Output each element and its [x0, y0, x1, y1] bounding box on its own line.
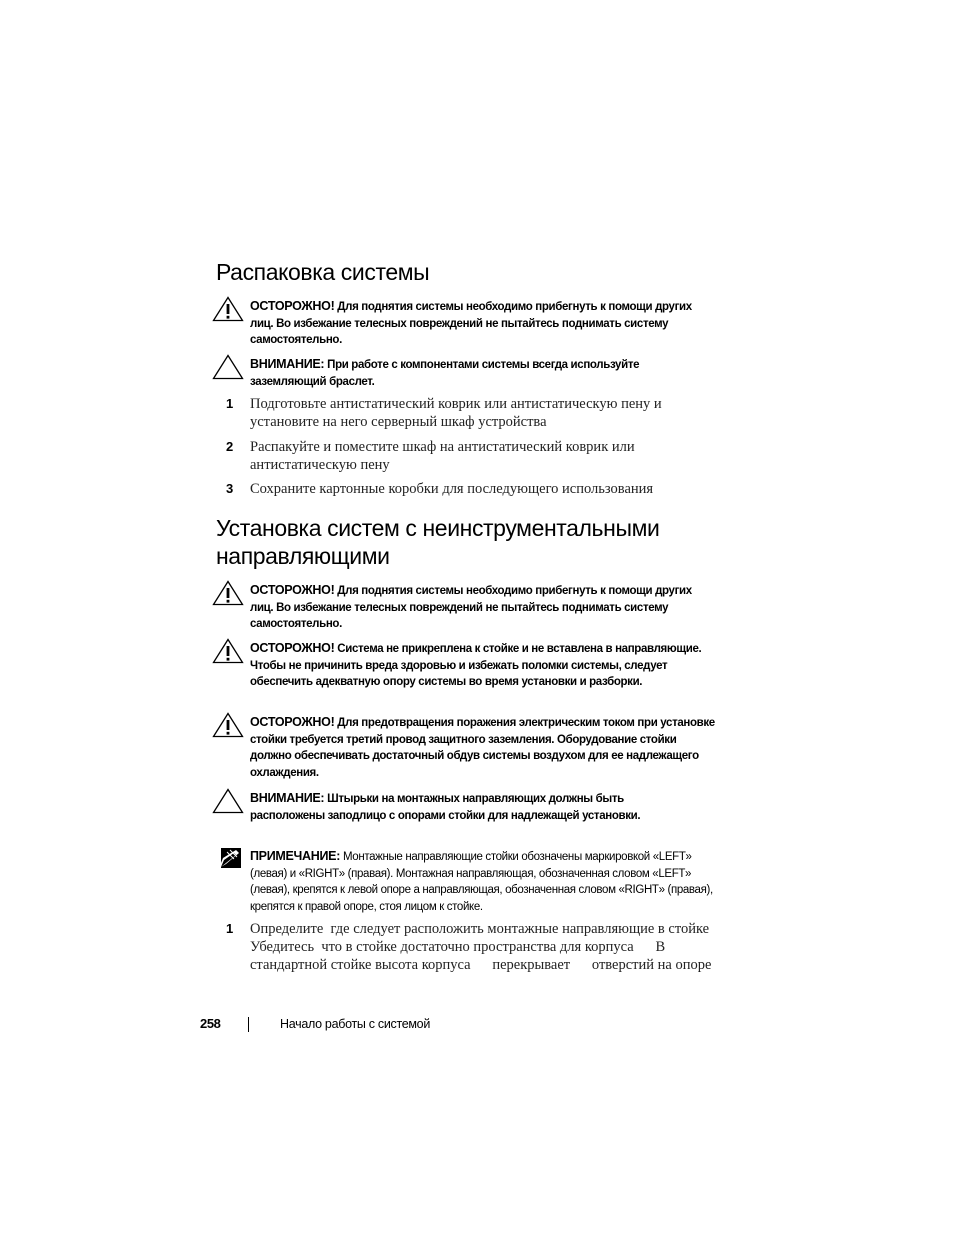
chapter-title: Начало работы с системой [280, 1017, 431, 1031]
step-text: Определите где следует расположить монтажные направляющие в стойке Убедитесь что в стойке достаточно пространства для корпуса В стандартной стойке высота корпуса перекрывает отверстий на опоре [250, 921, 717, 973]
warning-text [250, 640, 717, 691]
caution-triangle-icon [212, 354, 244, 380]
step-item [226, 480, 716, 498]
step-item [226, 395, 716, 431]
step-text: Сохраните картонные коробки для последующего использования [250, 481, 654, 497]
note-label: ПРИМЕЧАНИЕ: [250, 849, 341, 863]
warning-label: ОСТОРОЖНО! [250, 641, 335, 655]
warning-label: ОСТОРОЖНО! [250, 299, 335, 313]
caution-text [250, 356, 717, 390]
warning-notice [212, 714, 717, 781]
warning-body: Система не прикреплена к стойке и не вставлена в направляющие. Чтобы не причинить вреда здоровью и избежать поломки системы, следует обеспечить адекватную опору системы во время установки и разборки. [250, 643, 702, 689]
step-text: Распакуйте и поместите шкаф на антистатический коврик или антистатическую пену [250, 439, 635, 473]
step-number: 1 [226, 921, 234, 936]
step-number: 1 [226, 396, 234, 411]
warning-body: Для поднятия системы необходимо прибегнуть к помощи других лиц. Во избежание телесных повреждений не пытайтесь поднимать систему самостоятельно. [250, 585, 692, 631]
warning-notice [212, 582, 717, 633]
step-item [226, 920, 716, 974]
note-pencil-icon [212, 846, 244, 872]
caution-label: ВНИМАНИЕ: [250, 357, 325, 371]
warning-triangle-icon [212, 638, 244, 664]
section-title-rail-installation [216, 514, 659, 570]
warning-label: ОСТОРОЖНО! [250, 583, 335, 597]
warning-body: Для предотвращения поражения электрическим током при установке стойки требуется третий провод защитного заземления. Оборудование стойки должно обеспечивать достаточный обдув системы воздухом для ее надлежащего охлаждения. [250, 717, 715, 779]
warning-label: ОСТОРОЖНО! [250, 715, 335, 729]
warning-text [250, 582, 717, 633]
section-title-unpacking [216, 258, 429, 286]
step-number: 3 [226, 481, 234, 496]
section-title-line: Установка систем с неинструментальными [216, 515, 660, 541]
caution-notice [212, 790, 717, 824]
warning-notice [212, 640, 717, 691]
note-notice [212, 848, 717, 915]
step-number: 2 [226, 439, 234, 454]
footer-divider [248, 1017, 249, 1032]
warning-body: Для поднятия системы необходимо прибегнуть к помощи других лиц. Во избежание телесных повреждений не пытайтесь поднимать систему самостоятельно. [250, 301, 692, 347]
caution-triangle-icon [212, 788, 244, 814]
warning-triangle-icon [212, 296, 244, 322]
step-text: Подготовьте антистатический коврик или антистатическую пену и установите на него серверный шкаф устройства [250, 396, 662, 430]
caution-body: При работе с компонентами системы всегда используйте заземляющий браслет. [250, 359, 640, 388]
section-title-line: направляющими [216, 543, 390, 569]
page-number: 258 [200, 1016, 221, 1031]
warning-triangle-icon [212, 712, 244, 738]
caution-label: ВНИМАНИЕ: [250, 791, 325, 805]
warning-text [250, 298, 717, 349]
warning-notice [212, 298, 717, 349]
section-title-text: Распаковка системы [216, 259, 430, 285]
note-body: Монтажные направляющие стойки обозначены маркировкой «LEFT» (левая) и «RIGHT» (правая). Монтажная направляющая, обозначенная словом «LEFT» (левая), крепятся к левой опоре а направляющая, обозначенная словом «RIGHT» (правая), крепятся к правой опоре, стоя лицом к стойке. [250, 851, 713, 913]
caution-body: Штырьки на монтажных направляющих должны быть расположены заподлицо с опорами стойки для надлежащей установки. [250, 793, 641, 822]
step-item [226, 438, 716, 474]
warning-triangle-icon [212, 580, 244, 606]
warning-text [250, 714, 717, 781]
caution-notice [212, 356, 717, 390]
note-text [250, 848, 717, 915]
caution-text [250, 790, 670, 824]
